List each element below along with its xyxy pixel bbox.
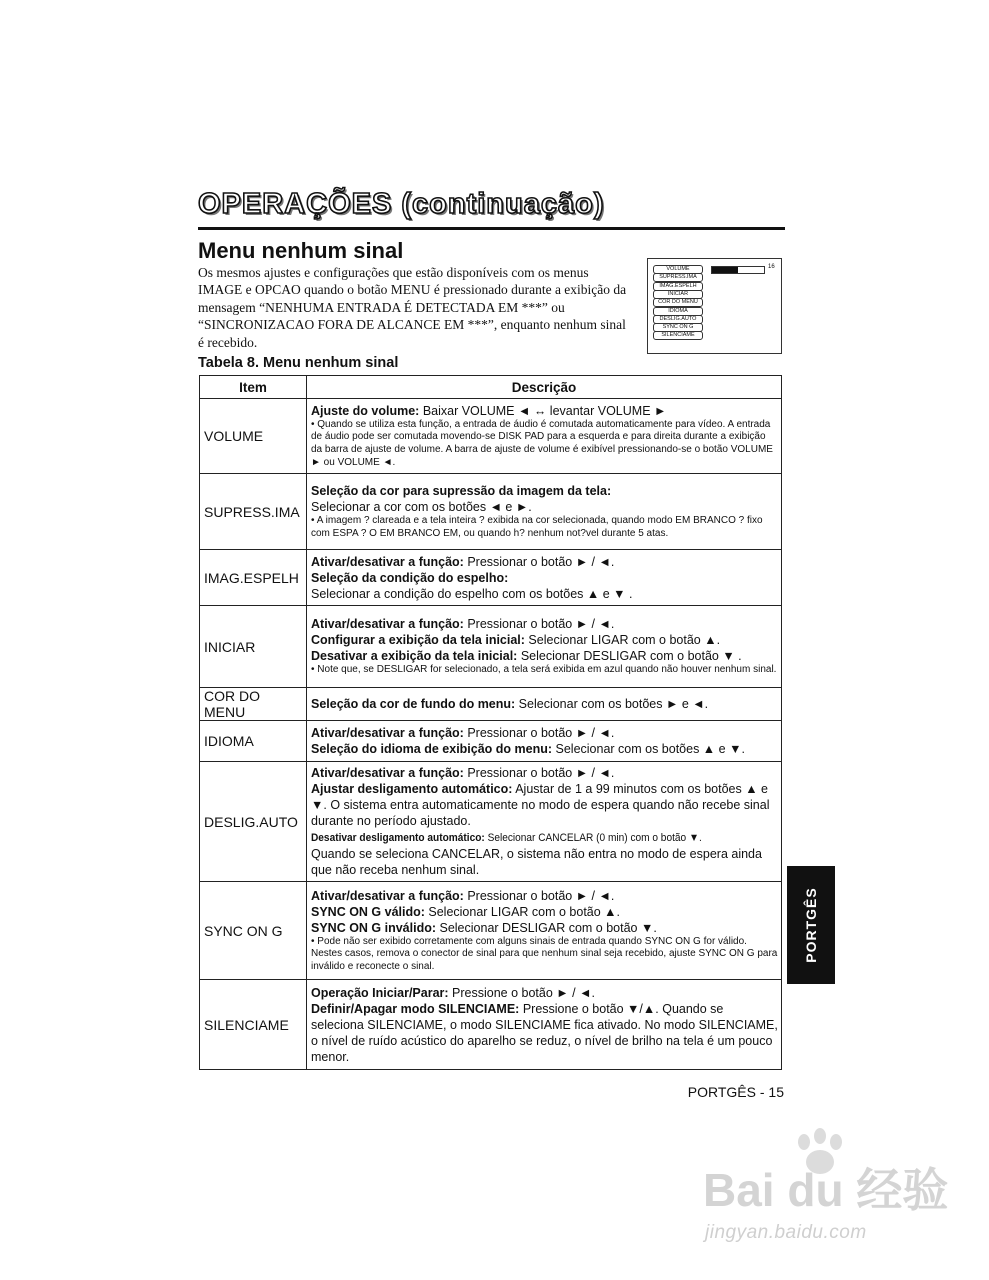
page-footer: PORTGÊS - 15 bbox=[687, 1084, 784, 1100]
description-line bbox=[311, 1001, 778, 1065]
osd-menu-item: INICIAR bbox=[653, 290, 703, 299]
osd-menu-item: VOLUME bbox=[653, 265, 703, 274]
item-cell: SYNC ON G bbox=[200, 882, 307, 980]
description-label: Seleção da cor para supressão da imagem da tela: bbox=[311, 483, 612, 498]
description-line bbox=[311, 554, 778, 570]
table-row bbox=[200, 550, 782, 606]
item-cell: SUPRESS.IMA bbox=[200, 474, 307, 550]
description-label: Desativar a exibição da tela inicial: bbox=[311, 649, 518, 664]
description-text: Pressionar o botão ► / ◄. bbox=[463, 617, 615, 632]
description-label: Desativar desligamento automático: bbox=[311, 832, 485, 844]
table-row bbox=[200, 399, 782, 474]
menu-screenshot bbox=[647, 258, 782, 354]
description-label: Seleção da condição do espelho: bbox=[311, 570, 509, 585]
column-header-item: Item bbox=[200, 376, 307, 399]
description-line bbox=[311, 725, 778, 741]
description-text: Selecionar LIGAR com o botão ▲. bbox=[424, 904, 621, 919]
description-line bbox=[311, 570, 778, 586]
osd-menu-item: SYNC ON G bbox=[653, 323, 703, 332]
description-cell bbox=[307, 550, 782, 606]
description-note: • Quando se utiliza esta função, a entrada de áudio é comutada automaticamente para vídeo. A entrada de áudio pode ser comutada movendo-se DISK PAD para a esquerda e para direita durante a exibição da barra de ajuste de volume. A barra de ajuste de volume é exibível pressionando-se o botão VOLUME ► ou VOLUME ◄. bbox=[311, 418, 773, 468]
item-cell: IMAG.ESPELH bbox=[200, 550, 307, 606]
osd-menu-item: SUPRESS.IMA bbox=[653, 273, 703, 282]
description-label: Ativar/desativar a função: bbox=[311, 766, 464, 780]
table-caption: Tabela 8. Menu nenhum sinal bbox=[198, 355, 399, 371]
description-cell bbox=[307, 882, 782, 980]
description-cell bbox=[307, 721, 782, 762]
description-note: • A imagem ? clareada e a tela inteira ? exibida na cor selecionada, quando modo EM BRANCO ? fixo com ESPA ? O EM BRANCO EM, ou quando h? nenhum not?vel durante 5 atas. bbox=[311, 514, 763, 539]
watermark-logo: Bai du 经验 bbox=[703, 1164, 949, 1216]
column-header-description: Descrição bbox=[307, 376, 782, 399]
title-divider bbox=[198, 227, 785, 230]
description-line bbox=[311, 616, 778, 632]
description-cell bbox=[307, 762, 782, 882]
description-text: Selecionar CANCELAR (0 min) com o botão ▼. bbox=[484, 832, 702, 844]
description-text: Baixar VOLUME ◄ ↔ levantar VOLUME ► bbox=[419, 403, 667, 418]
watermark-url: jingyan.baidu.com bbox=[705, 1222, 867, 1243]
description-line bbox=[311, 483, 778, 499]
volume-level-fill bbox=[712, 267, 738, 273]
description-line bbox=[311, 741, 778, 757]
table-row bbox=[200, 762, 782, 882]
menu-table bbox=[199, 375, 782, 1070]
volume-value: 16 bbox=[768, 264, 775, 270]
description-note: • Note que, se DESLIGAR for selecionado, a tela será exibida em azul quando não houver nenhum sinal. bbox=[311, 664, 777, 676]
description-line bbox=[311, 888, 778, 904]
section-heading: Menu nenhum sinal bbox=[198, 238, 404, 263]
table-row bbox=[200, 688, 782, 721]
description-label: Operação Iniciar/Parar: bbox=[311, 985, 449, 1000]
item-cell: COR DO MENU bbox=[200, 688, 307, 721]
table-row bbox=[200, 882, 782, 980]
description-text: Selecionar com os botões ► e ◄. bbox=[515, 697, 709, 711]
description-line bbox=[311, 765, 778, 781]
osd-menu-item: DESLIG.AUTO bbox=[653, 315, 703, 324]
description-text: Pressione o botão ► / ◄. bbox=[448, 985, 595, 1000]
description-line bbox=[311, 904, 778, 920]
description-label: SYNC ON G inválido: bbox=[311, 920, 437, 935]
description-line bbox=[311, 781, 778, 829]
description-label: Ativar/desativar a função: bbox=[311, 726, 464, 740]
page-title: OPERAÇÕES (continuação) bbox=[198, 188, 605, 220]
description-line bbox=[311, 586, 778, 602]
description-label: Definir/Apagar modo SILENCIAME: bbox=[311, 1001, 520, 1016]
description-text: Selecionar a cor com os botões ◄ e ►. bbox=[311, 499, 532, 514]
description-line bbox=[311, 829, 778, 846]
description-line bbox=[311, 403, 778, 419]
description-text: Selecionar LIGAR com o botão ▲. bbox=[524, 633, 721, 648]
table-row bbox=[200, 721, 782, 762]
description-text: Quando se seleciona CANCELAR, o sistema não entra no modo de espera ainda que não receba nenhum sinal. bbox=[311, 847, 762, 877]
description-text: Pressionar o botão ► / ◄. bbox=[463, 726, 615, 740]
language-side-tab bbox=[787, 866, 835, 984]
item-cell: SILENCIAME bbox=[200, 980, 307, 1070]
side-tab-label: PORTGÊS bbox=[803, 887, 819, 963]
description-text: Pressionar o botão ► / ◄. bbox=[463, 888, 615, 903]
description-label: Ativar/desativar a função: bbox=[311, 888, 464, 903]
description-label: Seleção da cor de fundo do menu: bbox=[311, 697, 516, 711]
osd-menu-item: SILENCIAME bbox=[653, 331, 703, 340]
description-text: Selecionar DESLIGAR com o botão ▼ . bbox=[517, 649, 742, 664]
description-line bbox=[311, 985, 778, 1001]
item-cell: INICIAR bbox=[200, 606, 307, 688]
item-cell: VOLUME bbox=[200, 399, 307, 474]
osd-menu-item: IDIOMA bbox=[653, 307, 703, 316]
description-note: • Pode não ser exibido corretamente com alguns sinais de entrada quando SYNC ON G for válido. Nestes casos, remova o conector de sinal para que nenhum sinal seja recebido, ajuste SYNC ON G para inválido e reconecte o sinal. bbox=[311, 935, 778, 972]
description-line bbox=[311, 648, 778, 664]
description-label: Ajustar desligamento automático: bbox=[311, 782, 513, 796]
description-text: Ajustar de 1 a 99 minutos com os botões ▲ e ▼. O sistema entra automaticamente no modo de espera quando não recebe sinal durante no período ajustado. bbox=[311, 782, 770, 828]
description-label: Ativar/desativar a função: bbox=[311, 554, 464, 569]
description-label: Ativar/desativar a função: bbox=[311, 617, 464, 632]
description-text: Selecionar a condição do espelho com os botões ▲ e ▼ . bbox=[311, 586, 633, 601]
description-cell bbox=[307, 688, 782, 721]
description-cell bbox=[307, 980, 782, 1070]
table-row bbox=[200, 474, 782, 550]
description-cell bbox=[307, 399, 782, 474]
description-cell bbox=[307, 606, 782, 688]
description-line bbox=[311, 920, 778, 936]
description-text: Pressione o botão ▼/▲. Quando se seleciona SILENCIAME, o modo SILENCIAME fica ativado. No modo SILENCIAME, o nível de ruído acústico do aparelho se reduz, o nível de brilho na tela é um pouco menor. bbox=[311, 1001, 778, 1064]
intro-paragraph: Os mesmos ajustes e configurações que estão disponíveis com os menus IMAGE e OPCAO quando o botão MENU é pressionado durante a exibição da mensagem “NENHUMA ENTRADA É DETECTADA EM ***” ou “SINCRONIZACAO FORA DE ALCANCE EM ***”, enquanto nenhum sinal é recebido. bbox=[198, 265, 627, 350]
osd-menu-item: COR DO MENU bbox=[653, 298, 703, 307]
description-text: Selecionar DESLIGAR com o botão ▼. bbox=[436, 920, 657, 935]
description-label: SYNC ON G válido: bbox=[311, 904, 425, 919]
description-text: Selecionar com os botões ▲ e ▼. bbox=[552, 742, 745, 756]
table-header-row bbox=[200, 376, 782, 399]
table-row bbox=[200, 980, 782, 1070]
description-label: Ajuste do volume: bbox=[311, 403, 420, 418]
description-text: Pressionar o botão ► / ◄. bbox=[463, 554, 615, 569]
description-line bbox=[311, 499, 778, 515]
description-label: Configurar a exibição da tela inicial: bbox=[311, 633, 525, 648]
table-row bbox=[200, 606, 782, 688]
description-label: Seleção do idioma de exibição do menu: bbox=[311, 742, 553, 756]
description-line bbox=[311, 846, 778, 878]
description-cell bbox=[307, 474, 782, 550]
item-cell: DESLIG.AUTO bbox=[200, 762, 307, 882]
item-cell: IDIOMA bbox=[200, 721, 307, 762]
description-line bbox=[311, 696, 778, 712]
description-text: Pressionar o botão ► / ◄. bbox=[463, 766, 615, 780]
volume-level-bar bbox=[711, 266, 765, 274]
description-line bbox=[311, 632, 778, 648]
osd-menu-item: IMAG.ESPELH bbox=[653, 282, 703, 291]
